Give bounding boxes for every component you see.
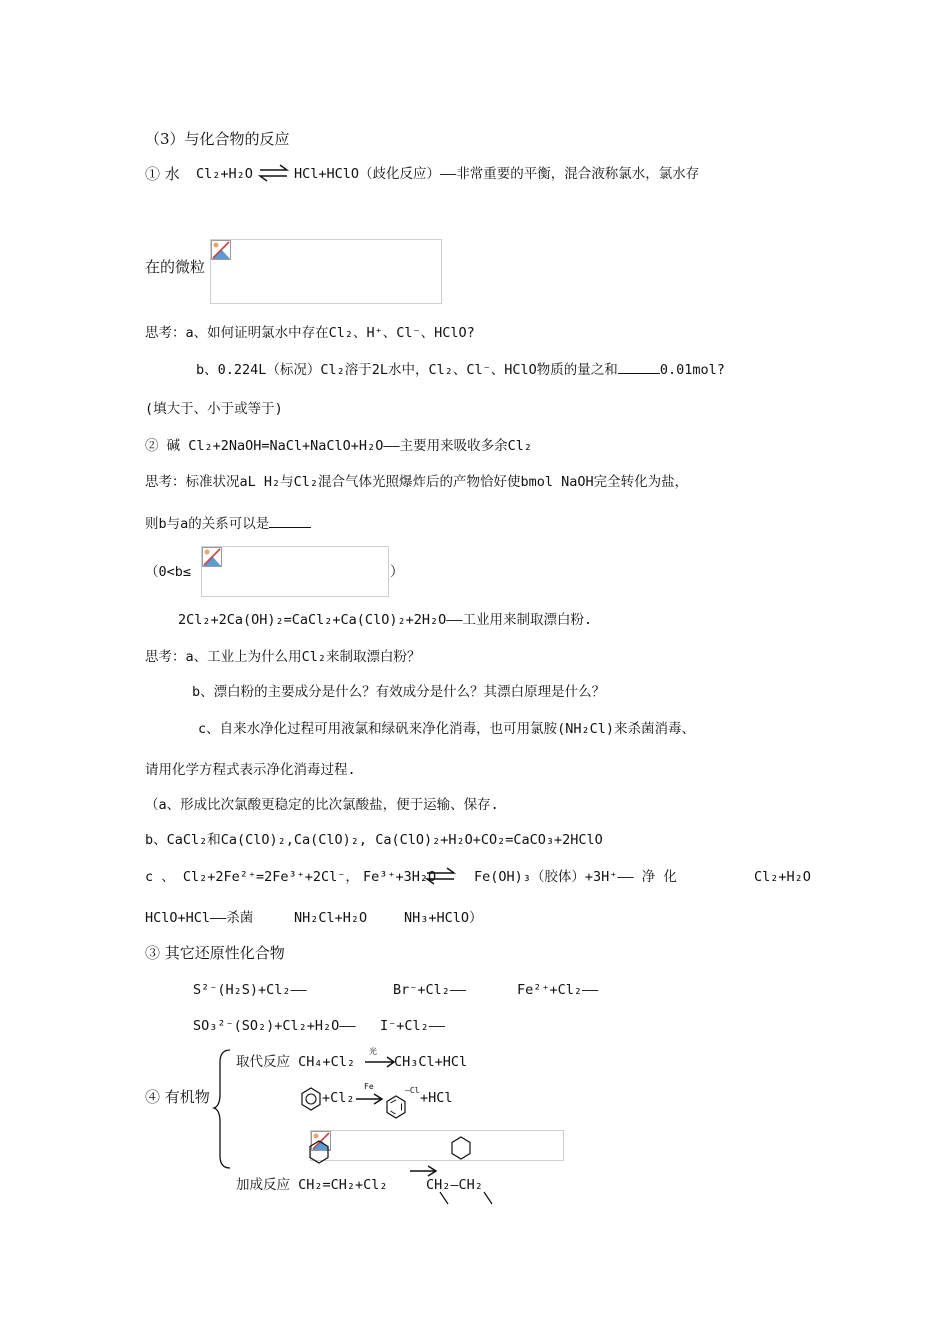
water-prefix: ① 水 (145, 165, 180, 183)
reaction-br: Br⁻+Cl₂—— (393, 982, 467, 998)
reaction-iodide: I⁻+Cl₂—— (380, 1018, 446, 1034)
reducing-title: ③ 其它还原性化合物 (145, 944, 285, 962)
think2-c1: c、自来水净化过程可用液氯和绿矾来净化消毒，也可用氯胺(NH₂Cl)来杀菌消毒、 (198, 721, 696, 737)
reaction-arrow-icon (364, 1056, 396, 1068)
answer-c-part4: Cl₂+H₂O (754, 869, 811, 885)
water-eq-left: Cl₂+H₂O (196, 166, 253, 182)
answer-a: （a、形成比次氯酸更稳定的比次氯酸盐，便于运输、保存. (145, 797, 499, 813)
benzene-ring-icon (300, 1087, 322, 1111)
bleach-equation: 2Cl₂+2Ca(OH)₂=CaCl₂+Ca(ClO)₂+2H₂O——工业用来制取漂白粉. (178, 612, 593, 628)
addition-reaction: 加成反应 CH₂=CH₂+Cl₂ (236, 1177, 388, 1193)
reaction-arrow-icon (355, 1092, 385, 1106)
substitution-reaction: 取代反应 CH₄+Cl₂ (236, 1054, 356, 1070)
answer-c-part1: c 、 Cl₂+2Fe²⁺=2Fe³⁺+2Cl⁻， (145, 869, 359, 885)
organic-title: ④ 有机物 (145, 1088, 210, 1106)
substitution-product: CH₃Cl+HCl (394, 1054, 468, 1070)
fe-catalyst: Fe (364, 1082, 374, 1091)
answer-blank (618, 359, 660, 374)
chlorobenzene-ring-icon (384, 1094, 408, 1120)
range-open: （0<b≤ (145, 564, 192, 580)
reaction-s2: S²⁻(H₂S)+Cl₂—— (193, 982, 307, 998)
broken-image-icon (211, 240, 231, 260)
answer-c-part3: Fe(OH)₃（胶体）+3H⁺—— 净 化 (474, 869, 677, 885)
think1-a: 思考：a、如何证明氯水中存在Cl₂、H⁺、Cl⁻、HClO? (145, 325, 475, 341)
base-think: 思考：标准状况aL H₂与Cl₂混合气体光照爆炸后的产物恰好使bmol NaOH完全转化为盐， (145, 474, 689, 490)
think2-b: b、漂白粉的主要成分是什么？有效成分是什么？其漂白原理是什么？ (192, 684, 606, 700)
answer-d-part1: HClO+HCl——杀菌 (145, 910, 254, 926)
answer-d-part3: NH₃+HClO） (404, 910, 483, 926)
answer-c-part2: Fe³⁺+3H₂O (363, 869, 437, 885)
curly-brace-icon (212, 1048, 234, 1170)
range-close: ） (390, 564, 404, 580)
answer-d-part2: NH₂Cl+H₂O (294, 910, 368, 926)
cyclohexane-ring-icon (450, 1136, 472, 1160)
think1-b-text: b、0.224L（标况）Cl₂溶于2L水中，Cl₂、Cl⁻、HClO物质的量之和 (196, 362, 618, 378)
relation-text: 则b与a的关系可以是 (145, 516, 270, 532)
think1-hint: (填大于、小于或等于) (145, 401, 283, 417)
base-relation (145, 513, 311, 534)
answer-blank (269, 513, 311, 528)
section-title: （3）与化合物的反应 (145, 130, 290, 148)
reaction-so3: SO₃²⁻(SO₂)+Cl₂+H₂O—— (193, 1018, 356, 1034)
think2-a: 思考：a、工业上为什么用Cl₂来制取漂白粉？ (145, 649, 421, 665)
equilibrium-arrow-icon (425, 866, 457, 886)
think2-c2: 请用化学方程式表示净化消毒过程. (145, 762, 356, 778)
broken-image-icon (202, 547, 222, 567)
answer-b: b、CaCl₂和Ca(ClO)₂,Ca(ClO)₂, Ca(ClO)₂+H₂O+CO₂=CaCO₃+2HClO (145, 832, 603, 848)
chlorine-bond-lines (428, 1190, 498, 1206)
chloro-label: Cl (409, 1086, 420, 1095)
light-condition: 光 (369, 1047, 377, 1056)
water-eq-right: HCl+HClO（歧化反应）——非常重要的平衡，混合液称氯水，氯水存 (294, 166, 700, 182)
benzene-ring-icon (308, 1140, 330, 1164)
chloro-substituent: —Cl (405, 1086, 420, 1095)
benzene-byproduct: +HCl (420, 1090, 453, 1106)
think1-b (196, 359, 725, 380)
broken-image-placeholder (210, 239, 442, 304)
broken-image-placeholder (310, 1130, 564, 1161)
addition-product: CH₂—CH₂ (426, 1177, 483, 1193)
particles-label: 在的微粒 (145, 258, 206, 276)
think1-b-tail: 0.01mol? (659, 362, 725, 378)
benzene-reagent: +Cl₂ (322, 1090, 355, 1106)
broken-image-placeholder (201, 546, 389, 597)
equilibrium-arrow-icon (258, 163, 290, 183)
base-line: ② 碱 Cl₂+2NaOH=NaCl+NaClO+H₂O——主要用来吸收多余Cl₂ (145, 438, 532, 454)
reaction-fe2: Fe²⁺+Cl₂—— (517, 982, 599, 998)
